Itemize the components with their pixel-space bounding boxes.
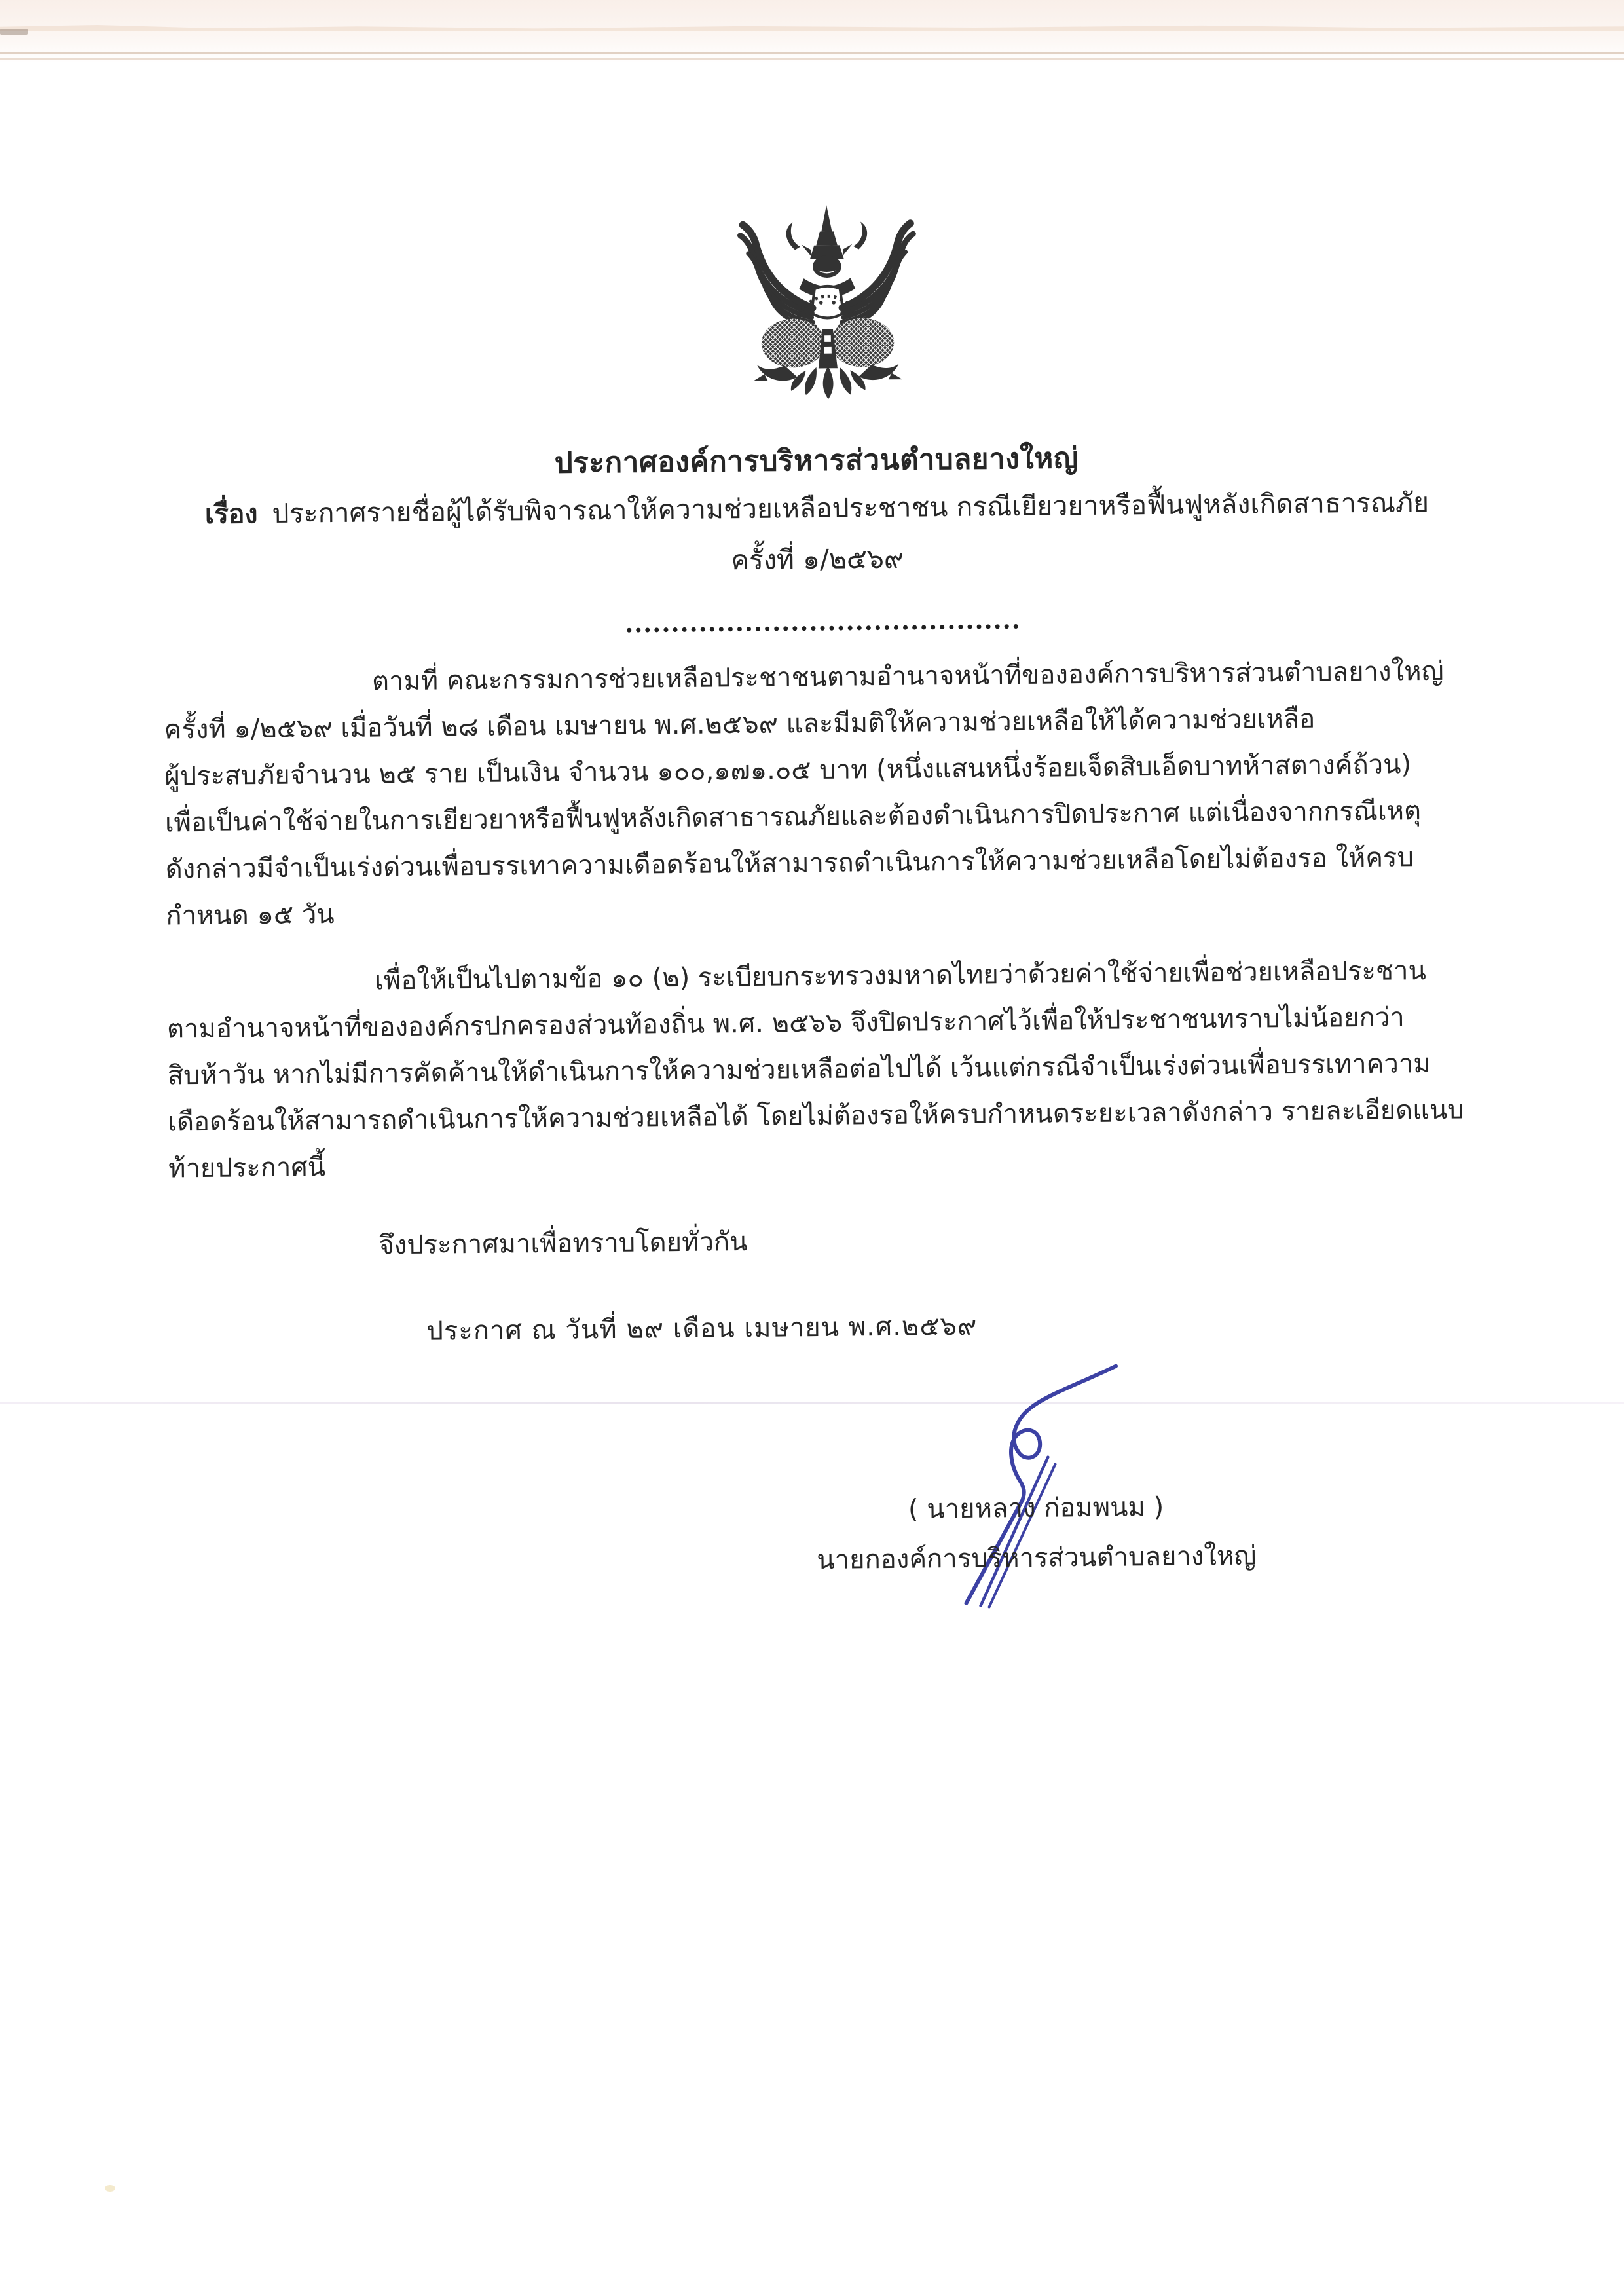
- paragraph-2-line: เดือดร้อนให้สามารถดำเนินการให้ความช่วยเหลือได้ โดยไม่ต้องรอให้ครบกำหนดระยะเวลาดังกล่าว รายละเอียดแนบ: [168, 1094, 1464, 1138]
- paragraph-2-line: เพื่อให้เป็นไปตามข้อ ๑๐ (๒) ระเบียบกระทรวงมหาดไทยว่าด้วยค่าใช้จ่ายเพื่อช่วยเหลือประชาน: [375, 956, 1427, 996]
- paragraph-1-line: ครั้งที่ ๑/๒๕๖๙ เมื่อวันที่ ๒๘ เดือน เมษายน พ.ศ.๒๕๖๙ และมีมติให้ความช่วยเหลือให้ได้ความช่วยเหลือ: [164, 703, 1316, 745]
- subject-label: เรื่อง: [204, 498, 258, 530]
- paragraph-2-line: ตามอำนาจหน้าที่ขององค์กรปกครองส่วนท้องถิ่น พ.ศ. ๒๕๖๖ จึงปิดประกาศไว้เพื่อให้ประชาชนทราบไม่น้อยกว่า: [166, 1002, 1405, 1045]
- paragraph-2-line: ท้ายประกาศนี้: [168, 1152, 326, 1184]
- paragraph-2: [166, 947, 1485, 1192]
- garuda-emblem-icon: [731, 202, 924, 404]
- subject-text: ประกาศรายชื่อผู้ได้รับพิจารณาให้ความช่วยเหลือประชาชน กรณีเยียวยาหรือฟื้นฟูหลังเกิดสาธารณภัย: [272, 486, 1430, 529]
- paragraph-1-line: กำหนด ๑๕ วัน: [166, 899, 335, 931]
- paragraph-1-line: ผู้ประสบภัยจำนวน ๒๕ ราย เป็นเงิน จำนวน ๑๐๐,๑๗๑.๐๕ บาท (หนึ่งแสนหนึ่งร้อยเจ็ดสิบเอ็ดบาทห้าสตางค์ถ้วน): [164, 749, 1412, 792]
- signer-block: [604, 1479, 1469, 1587]
- signer-position-title: นายกองค์การบริหารส่วนตำบลยางใหญ่: [817, 1540, 1257, 1576]
- paragraph-2-line: สิบห้าวัน หากไม่มีการคัดค้านให้ดำเนินการให้ความช่วยเหลือต่อไปได้ เว้นแต่กรณีจำเป็นเร่งด่วนเพื่อบรรเทาความ: [167, 1049, 1431, 1091]
- session-number: ครั้งที่ ๑/๒๕๖๙: [731, 542, 904, 576]
- paragraph-1-line: ดังกล่าวมีจำเป็นเร่งด่วนเพื่อบรรเทาความเดือดร้อนให้สามารถดำเนินการให้ความช่วยเหลือโดยไม่ต้องรอ ให้ครบ: [165, 842, 1414, 885]
- closing-statement: จึงประกาศมาเพื่อทราบโดยทั่วกัน: [378, 1227, 748, 1261]
- paragraph-1-line: ตามที่ คณะกรรมการช่วยเหลือประชาชนตามอำนาจหน้าที่ขององค์การบริหารส่วนตำบลยางใหญ่: [371, 656, 1444, 697]
- issued-date-line: ประกาศ ณ วันที่ ๒๙ เดือน เมษายน พ.ศ.๒๕๖๙: [426, 1311, 978, 1347]
- paragraph-1-line: เพื่อเป็นค่าใช้จ่ายในการเยียวยาหรือฟื้นฟูหลังเกิดสาธารณภัยและต้องดำเนินการปิดประกาศ แต่เนื่องจากกรณีเหตุ: [164, 796, 1422, 838]
- signer-name: ( นายหลาง ก่อมพนม ): [908, 1491, 1164, 1525]
- dotted-separator: [627, 606, 1018, 633]
- document-title: ประกาศองค์การบริหารส่วนตำบลยางใหญ่: [554, 441, 1079, 480]
- paragraph-1: [164, 648, 1483, 939]
